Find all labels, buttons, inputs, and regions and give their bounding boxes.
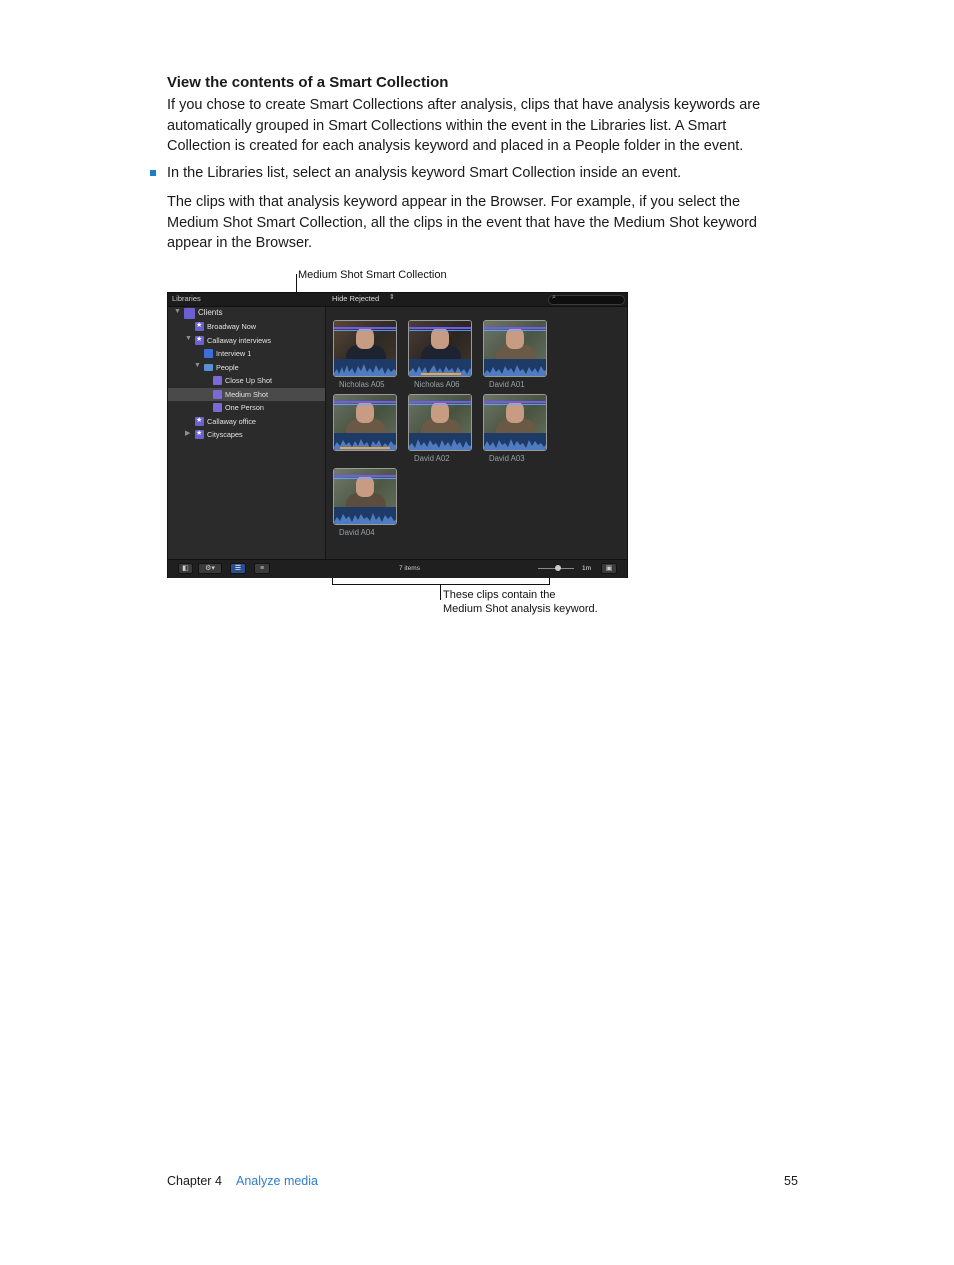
zoom-value: 1m (582, 565, 592, 572)
sidebar-item-interview-1[interactable] (168, 347, 325, 360)
event-star-icon (195, 322, 204, 331)
sidebar-item-label: Callaway office (207, 417, 256, 426)
clip-name: David A02 (414, 454, 450, 463)
event-star-icon (195, 417, 204, 426)
sidebar-item-cityscapes[interactable] (168, 428, 325, 441)
keyword-bar (409, 330, 471, 331)
audio-waveform (409, 433, 471, 451)
disclosure-open-icon[interactable]: ▼ (174, 308, 181, 315)
page-number: 55 (784, 1174, 798, 1188)
clip-name: Nicholas A06 (414, 380, 460, 389)
smart-collection-icon (213, 403, 222, 412)
filter-popup[interactable]: Hide Rejected (332, 294, 380, 303)
libraries-sidebar (168, 307, 326, 559)
disclosure-open-icon[interactable]: ▼ (185, 335, 192, 342)
keyword-bar (409, 401, 471, 403)
keyword-bar (484, 404, 546, 405)
filmstrip-view-icon[interactable]: ☰ (230, 563, 246, 574)
section-title: View the contents of a Smart Collection (167, 74, 449, 91)
callout-bottom-label-1: These clips contain the (443, 589, 556, 601)
sidebar-item-people[interactable] (168, 361, 325, 374)
result-paragraph: The clips with that analysis keyword appear in the Browser. For example, if you select the Medium Shot Smart Collection, all the clips in the event that have the Medium Shot keyword appear in the Browser. (167, 194, 757, 251)
search-field[interactable] (548, 295, 625, 305)
sidebar-item-label: Broadway Now (207, 322, 257, 331)
sidebar-item-label: Callaway interviews (207, 336, 272, 345)
smart-collection-icon (213, 376, 222, 385)
sidebar-item-label: One Person (225, 403, 264, 412)
clip-thumbnail[interactable] (333, 320, 397, 377)
sidebar-item-callaway-interviews[interactable] (168, 334, 325, 347)
keyword-bar (334, 478, 396, 479)
keyword-bar (409, 327, 471, 329)
fcp-window (167, 292, 628, 578)
callout-bracket-bottom (332, 584, 550, 585)
clip-thumbnail[interactable] (333, 394, 397, 451)
clip-thumbnail[interactable] (408, 320, 472, 377)
clip-name: David A04 (339, 528, 375, 537)
sidebar-item-one-person[interactable] (168, 401, 325, 414)
sidebar-item-label: People (216, 363, 239, 372)
sidebar-item-medium-shot[interactable] (168, 388, 325, 401)
clip-thumbnail[interactable] (483, 320, 547, 377)
chapter-label: Chapter 4 (167, 1174, 222, 1188)
disclosure-closed-icon[interactable]: ▶ (185, 430, 191, 437)
sidebar-item-label: Medium Shot (225, 390, 268, 399)
browser-header (168, 293, 627, 307)
sidebar-item-clients[interactable] (168, 307, 325, 320)
popup-arrows-icon: ⇕ (389, 294, 395, 301)
clip-appearance-icon[interactable]: ▣ (601, 563, 617, 574)
keyword-bar (484, 330, 546, 331)
range-marker (421, 373, 461, 375)
step-text: In the Libraries list, select an analysis keyword Smart Collection inside an event. (167, 165, 682, 181)
clip-thumbnail[interactable] (333, 468, 397, 525)
keyword-bar (334, 475, 396, 477)
audio-waveform (484, 359, 546, 377)
smart-collection-icon (213, 390, 222, 399)
search-icon: ⌕ (552, 294, 556, 301)
list-view-icon[interactable]: ≡ (254, 563, 270, 574)
keyword-bar (484, 401, 546, 403)
zoom-slider-knob[interactable] (555, 565, 561, 571)
keyword-collection-icon (204, 349, 213, 358)
chapter-title-link[interactable]: Analyze media (236, 1174, 318, 1188)
callout-top-label: Medium Shot Smart Collection (298, 269, 447, 281)
disclosure-open-icon[interactable]: ▼ (194, 362, 201, 369)
clip-browser (326, 307, 627, 559)
sidebar-item-label: Clients (198, 308, 223, 317)
sidebar-item-broadway-now[interactable] (168, 320, 325, 333)
clip-name: David A03 (489, 454, 525, 463)
keyword-bar (334, 327, 396, 329)
audio-waveform (334, 507, 396, 525)
event-star-icon (195, 336, 204, 345)
bullet-square-icon (150, 170, 156, 176)
library-icon (184, 308, 195, 319)
sidebar-item-close-up-shot[interactable] (168, 374, 325, 387)
item-count: 7 items (399, 565, 420, 572)
callout-bottom-line (440, 584, 441, 600)
sidebar-toggle-icon[interactable]: ◧ (178, 563, 193, 574)
callout-bottom-label-2: Medium Shot analysis keyword. (443, 603, 598, 615)
keyword-bar (334, 401, 396, 403)
event-star-icon (195, 430, 204, 439)
sidebar-item-label: Close Up Shot (225, 376, 273, 385)
audio-waveform (334, 359, 396, 377)
sidebar-item-callaway-office[interactable] (168, 415, 325, 428)
intro-paragraph: If you chose to create Smart Collections after analysis, clips that have analysis keywords are automatically grouped in Smart Collections within the event in the Libraries list. A Smart Collection is created for each analysis keyword and placed in a People folder in the event. (167, 97, 761, 154)
clip-name: David A01 (489, 380, 525, 389)
keyword-bar (409, 404, 471, 405)
clip-thumbnail[interactable] (408, 394, 472, 451)
clip-thumbnail[interactable] (483, 394, 547, 451)
range-marker (340, 447, 390, 449)
libraries-label: Libraries (172, 294, 201, 303)
sidebar-item-label: Cityscapes (207, 430, 243, 439)
browser-footer (168, 559, 627, 578)
keyword-bar (334, 330, 396, 331)
clip-name: Nicholas A05 (339, 380, 385, 389)
keyword-bar (484, 327, 546, 329)
folder-icon (204, 364, 213, 371)
audio-waveform (484, 433, 546, 451)
gear-menu-icon[interactable]: ⚙▾ (198, 563, 222, 574)
sidebar-item-label: Interview 1 (216, 349, 252, 358)
keyword-bar (334, 404, 396, 405)
